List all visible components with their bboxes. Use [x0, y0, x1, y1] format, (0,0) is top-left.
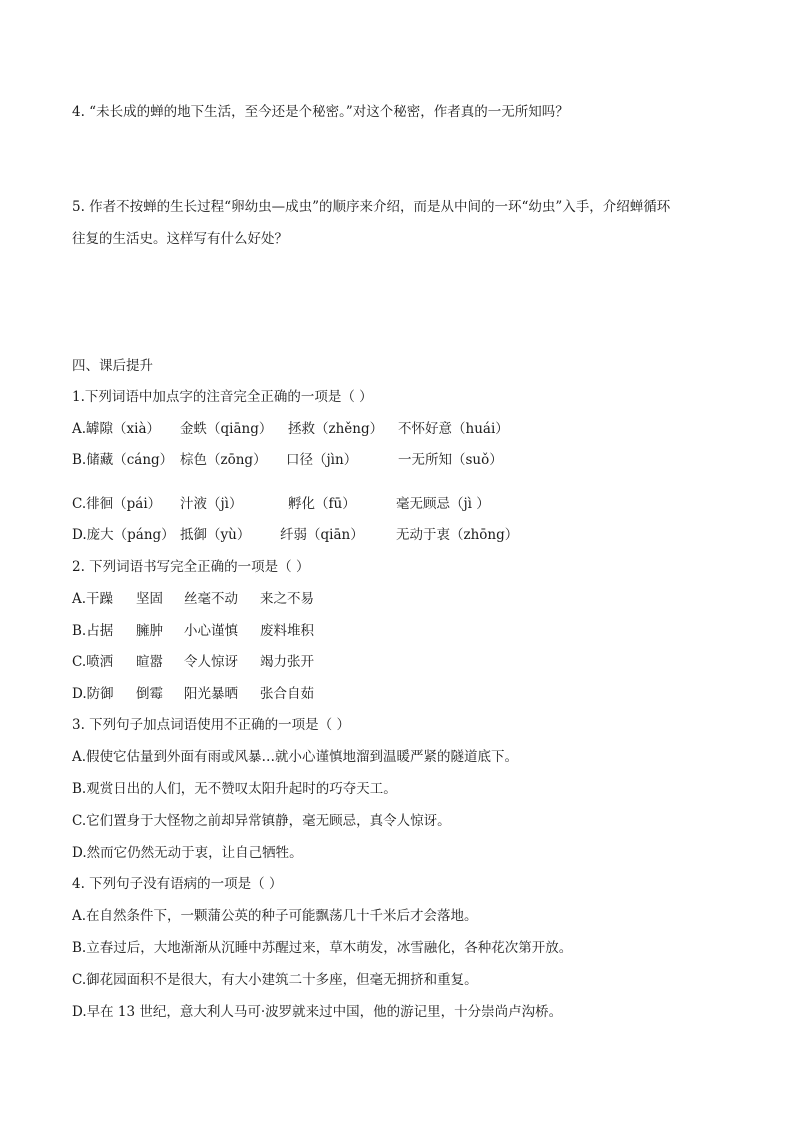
option-term: 不怀好意（huái）	[398, 421, 509, 437]
problem-4-option-b: B.立春过后，大地渐渐从沉睡中苏醒过来，草木萌发，冰雪融化，各种花次第开放。	[72, 940, 573, 956]
option-term: 竭力张开	[260, 654, 314, 670]
problem-4-option-a: A.在自然条件下，一颗蒲公英的种子可能飘荡几十千米后才会落地。	[72, 908, 478, 924]
option-term: 口径（jìn）	[286, 452, 358, 468]
problem-3-option-a: A.假使它估量到外面有雨或风暴…就小心谨慎地溜到温暖严紧的隧道底下。	[72, 749, 519, 765]
problem-3-option-b: B.观赏日出的人们，无不赞叹太阳升起时的巧夺天工。	[72, 781, 397, 797]
option-term: 拯救（zhěng）	[288, 421, 384, 437]
question-5-line-2: 往复的生活史。这样写有什么好处？	[72, 231, 288, 247]
option-term: 丝毫不动	[184, 591, 238, 607]
option-term: B.储藏（cáng）	[72, 452, 174, 468]
option-term: 来之不易	[260, 591, 314, 607]
option-term: 小心谨慎	[184, 623, 238, 639]
option-term: C.喷洒	[72, 654, 114, 670]
option-term: 倒霉	[136, 686, 163, 702]
option-term: 坚固	[136, 591, 163, 607]
problem-3-question: 3. 下列句子加点词语使用不正确的一项是（ ）	[72, 717, 350, 733]
problem-2-question: 2. 下列词语书写完全正确的一项是（ ）	[72, 559, 310, 575]
option-term: 令人惊讶	[184, 654, 238, 670]
option-term: 金蛈（qiāng）	[180, 421, 273, 437]
problem-4-question: 4. 下列句子没有语病的一项是（ ）	[72, 876, 283, 892]
option-term: 张合自茹	[260, 686, 314, 702]
option-term: 暄嚣	[136, 654, 163, 670]
option-term: A.罅隙（xià）	[72, 421, 161, 437]
section-title: 四、课后提升	[72, 358, 153, 374]
question-5-line-1: 5. 作者不按蝉的生长过程“卵幼虫—成虫”的顺序来介绍，而是从中间的一环“幼虫”入手，介绍蝉循环	[72, 199, 671, 215]
problem-4-option-d: D.早在 13 世纪，意大利人马可·波罗就来过中国，他的游记里，十分崇尚卢沟桥。	[72, 1004, 563, 1020]
problem-3-option-d: D.然而它仍然无动于衷，让自己牺牲。	[72, 845, 303, 861]
option-term: 毫无顾忌（jì ）	[396, 496, 490, 512]
option-term: 抵御（yù）	[180, 527, 251, 543]
option-term: B.占据	[72, 623, 114, 639]
option-term: D.防御	[72, 686, 114, 702]
option-term: 无动于衷（zhōng）	[396, 527, 519, 543]
option-term: 阳光暴晒	[184, 686, 238, 702]
problem-1-question: 1.下列词语中加点字的注音完全正确的一项是（ ）	[72, 389, 373, 405]
option-term: A.干躁	[72, 591, 114, 607]
problem-4-option-c: C.御花园面积不是很大，有大小建筑二十多座，但毫无拥挤和重复。	[72, 972, 478, 988]
option-term: 汁液（jì）	[180, 496, 243, 512]
option-term: D.庞大（páng）	[72, 527, 175, 543]
option-term: 废料堆积	[260, 623, 314, 639]
option-term: C.徘徊（pái）	[72, 496, 162, 512]
question-4-text: 4. “未长成的蝉的地下生活，至今还是个秘密。”对这个秘密，作者真的一无所知吗？	[72, 104, 569, 120]
option-term: 一无所知（suǒ）	[398, 452, 503, 468]
option-term: 臃肿	[136, 623, 163, 639]
problem-3-option-c: C.它们置身于大怪物之前却异常镇静，毫无顾忌，真令人惊讶。	[72, 813, 451, 829]
option-term: 棕色（zōng）	[180, 452, 267, 468]
option-term: 纤弱（qiān）	[280, 527, 364, 543]
option-term: 孵化（fū）	[288, 496, 356, 512]
